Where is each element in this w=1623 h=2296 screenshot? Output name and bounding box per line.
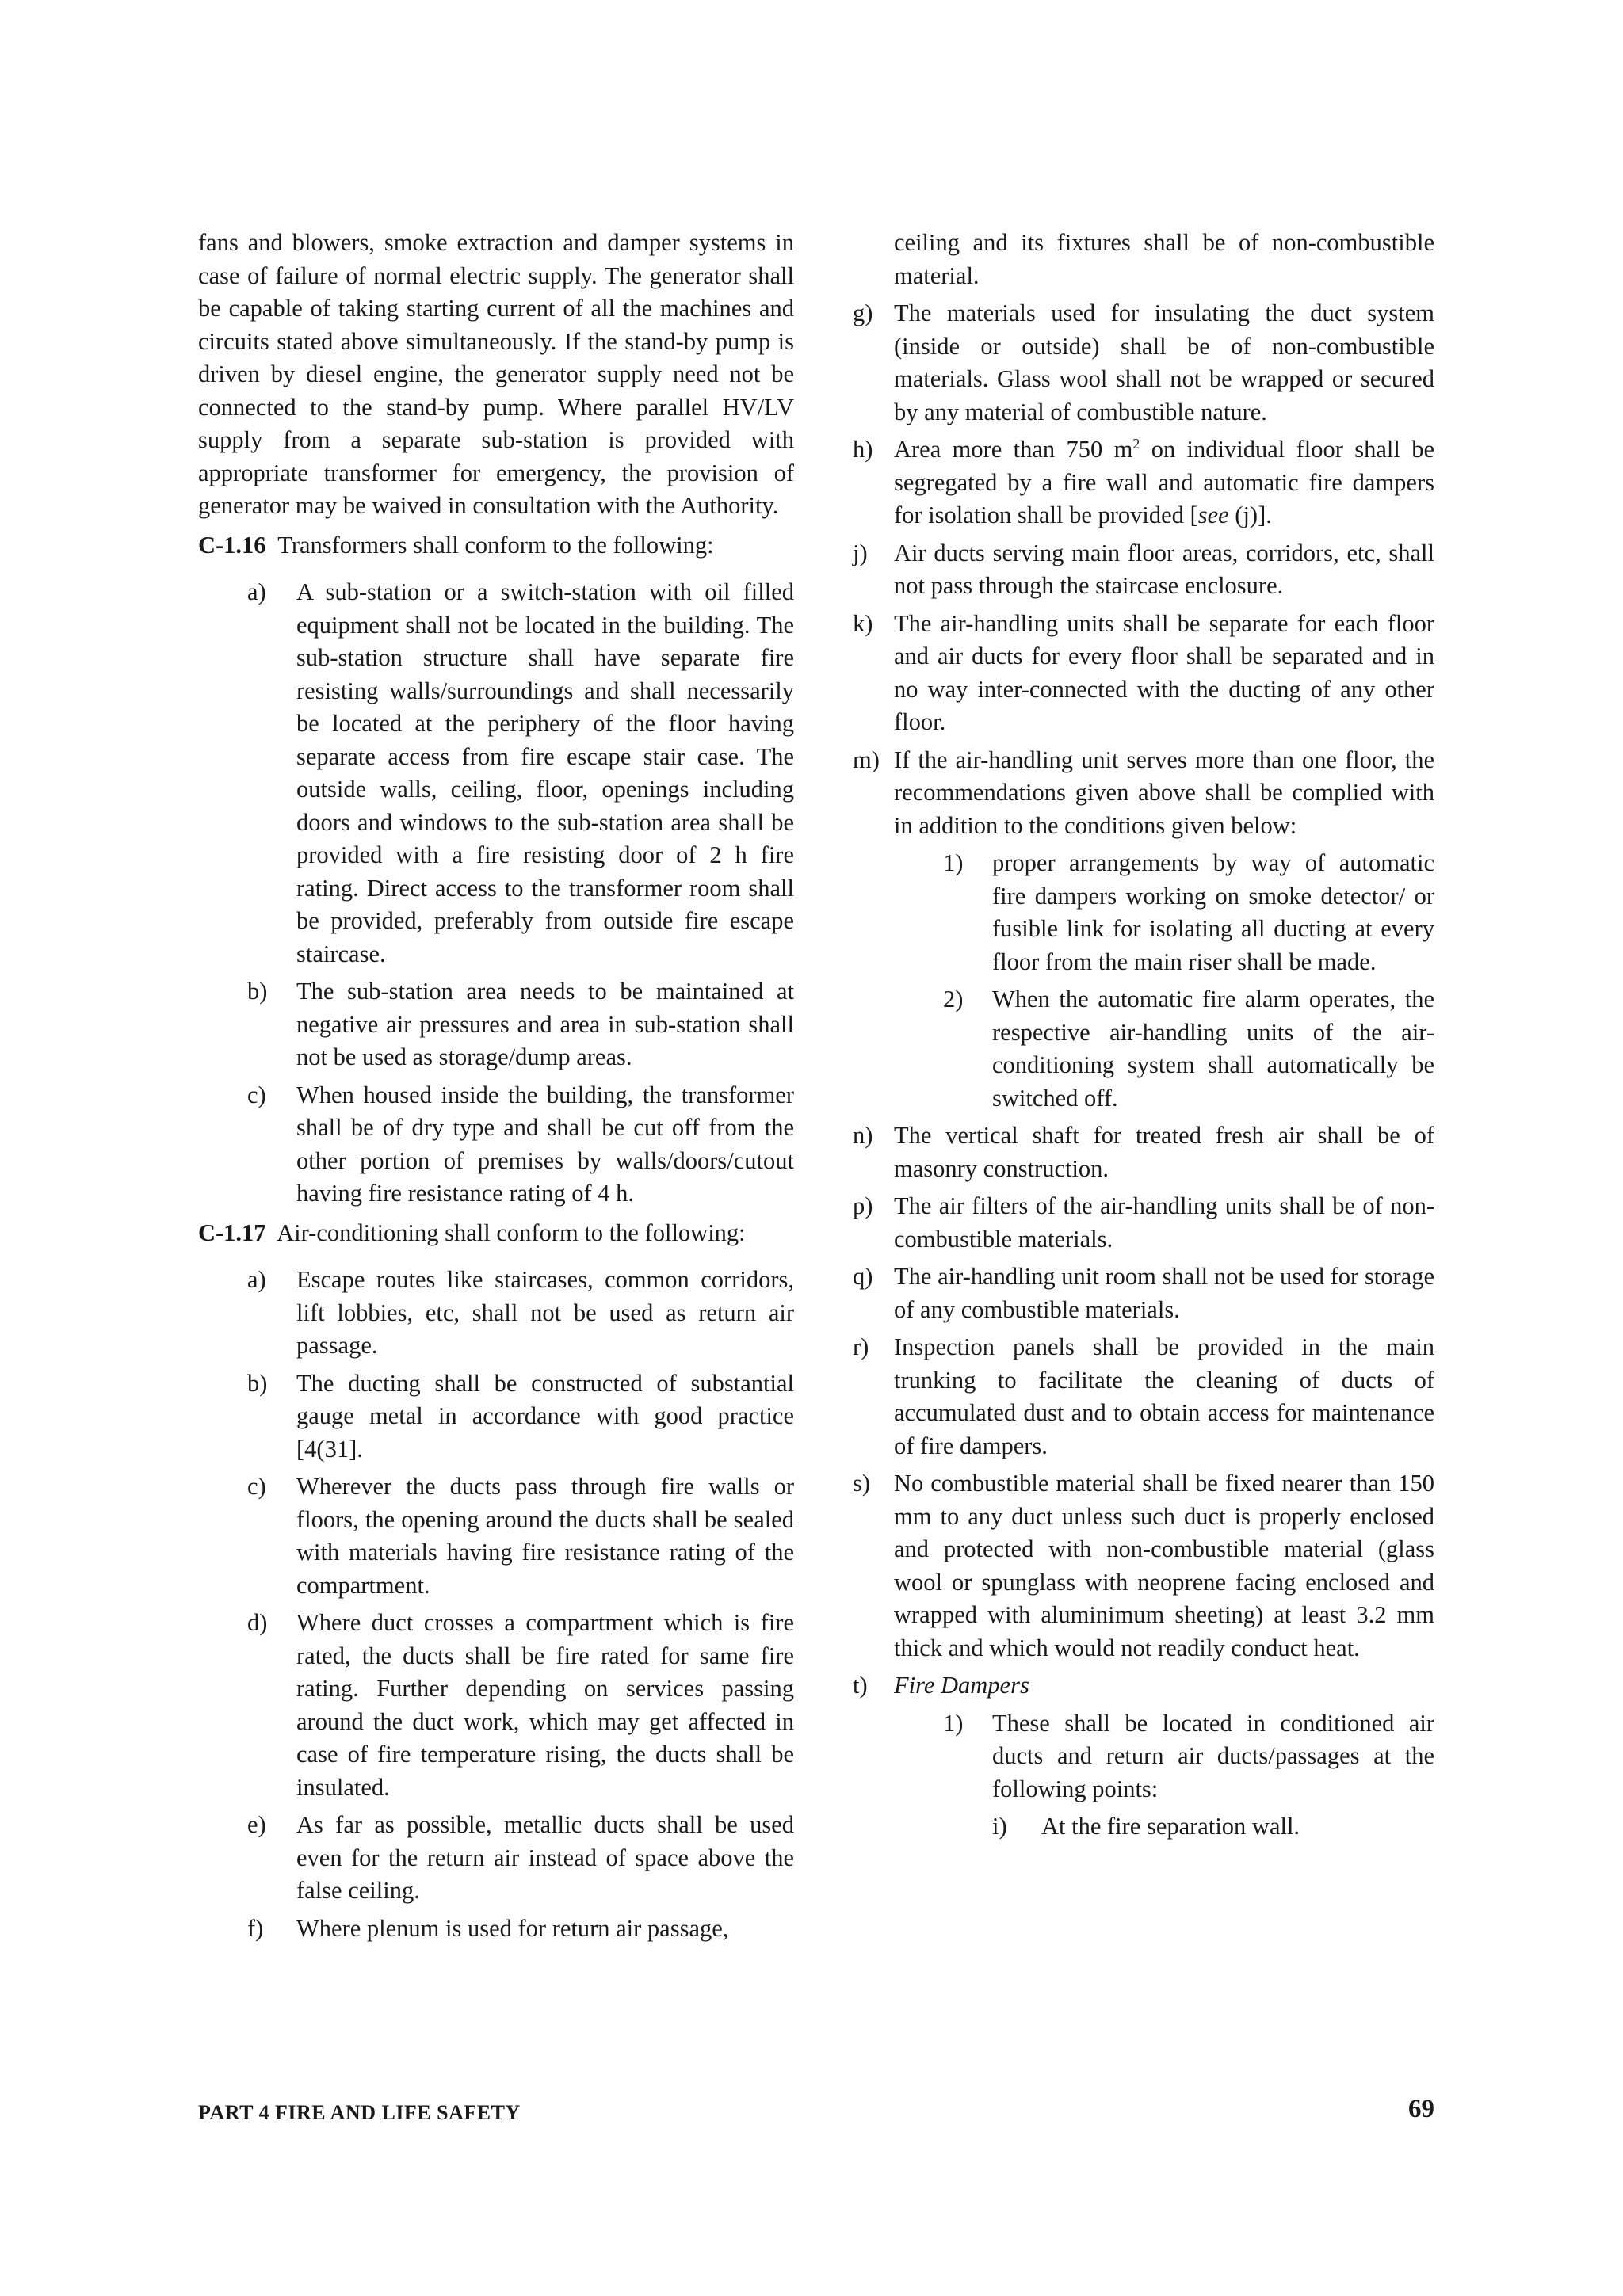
list-item — [247, 1809, 794, 1908]
item-text: The vertical shaft for treated fresh air shall be of masonry construction. — [894, 1122, 1434, 1182]
item-label: j) — [853, 539, 868, 566]
item-text: No combustible material shall be fixed nearer than 150 mm to any duct unless such duct is properly enclosed and protected with non-combustible material (glass wool or spunglass with neoprene facing enclosed and wrapped with aluminimum sheeting) at least 3.2 mm thick and which would not readily conduct heat. — [894, 1470, 1434, 1661]
item-label: a) — [247, 1266, 266, 1293]
list-item — [247, 1367, 794, 1466]
item-label: p) — [853, 1192, 873, 1219]
item-label: n) — [853, 1122, 873, 1149]
item-label: m) — [853, 746, 880, 773]
sub-item-text: When the automatic fire alarm operates, the respective air-handling units of the air-conditioning system shall automatically be switched off. — [992, 986, 1434, 1112]
list-item-n — [853, 1119, 1434, 1185]
item-text: The sub-station area needs to be maintained at negative air pressures and area in sub-station shall not be used as storage/dump areas. — [296, 978, 794, 1070]
list-item-j — [853, 537, 1434, 603]
item-label: q) — [853, 1263, 873, 1290]
sub-item-label: 1) — [943, 1709, 964, 1737]
intro-paragraph: fans and blowers, smoke extraction and damper systems in case of failure of normal electric supply. The generator shall be capable of taking starting current of all the machines and circuits stated above simultaneously. If the stand-by pump is driven by diesel engine, the generator supply need not be connected to the stand-by pump. Where parallel HV/LV supply from a separate sub-station is provided with appropriate transformer for emergency, the provision of generator may be waived in consultation with the Authority. — [198, 229, 794, 519]
right-column — [853, 227, 1434, 1848]
item-text: The air filters of the air-handling units shall be of non-combustible materials. — [894, 1192, 1434, 1253]
item-label: c) — [247, 1473, 266, 1500]
item-label: b) — [247, 1369, 268, 1397]
clause-number: C-1.16 — [198, 531, 266, 559]
list-item-s — [853, 1467, 1434, 1665]
item-text: The ducting shall be constructed of substantial gauge metal in accordance with good practice [4(31]. — [296, 1369, 794, 1463]
superscript: 2 — [1132, 435, 1140, 452]
item-text: A sub-station or a switch-station with oil filled equipment shall not be located in the building. The sub-station structure shall have separate fire resisting walls/surroundings and shall necessarily be located at the periphery of the floor having separate access from fire escape stair case. The outside walls, ceiling, floor, openings including doors and windows to the sub-station area shall be provided with a fire resisting door of 2 h fire rating. Direct access to the transformer room shall be provided, preferably from outside fire escape staircase. — [296, 578, 794, 967]
item-label: k) — [853, 609, 873, 637]
list-item-p — [853, 1190, 1434, 1256]
running-footer: PART 4 FIRE AND LIFE SAFETY — [198, 2101, 521, 2124]
item-label: h) — [853, 436, 873, 463]
sub-item — [943, 847, 1434, 978]
item-label: r) — [853, 1333, 869, 1360]
item-text: When housed inside the building, the transformer shall be of dry type and shall be cut off from the other portion of premises by walls/doors/cutout having fire resistance rating of 4 h. — [296, 1081, 794, 1207]
list-item — [247, 1913, 794, 1946]
item-text: As far as possible, metallic ducts shall be used even for the return air instead of space above the false ceiling. — [296, 1811, 794, 1904]
list-item-r — [853, 1331, 1434, 1463]
item-label: c) — [247, 1081, 266, 1108]
continuation-text: ceiling and its fixtures shall be of non-combustible material. — [894, 229, 1434, 289]
sub-item-text: proper arrangements by way of automatic fire dampers working on smoke detector/ or fusible link for isolating all ducting at every floor from the main riser shall be made. — [992, 849, 1434, 975]
item-label: g) — [853, 299, 873, 326]
sub-item-text: These shall be located in conditioned air ducts and return air ducts/passages at the following points: — [992, 1709, 1434, 1802]
item-label: s) — [853, 1470, 871, 1497]
list-item-m — [853, 744, 1434, 843]
sub-item-label: 1) — [943, 849, 964, 876]
list-item — [247, 975, 794, 1074]
item-label: e) — [247, 1811, 266, 1838]
sub-item — [943, 1707, 1434, 1806]
item-text: The materials used for insulating the duct system (inside or outside) shall be of non-combustible materials. Glass wool shall not be wrapped or secured by any material of combustible nature. — [894, 299, 1434, 425]
see-reference: see — [1197, 502, 1229, 528]
sub-item-label: 2) — [943, 986, 964, 1013]
clause-text: Transformers shall conform to the following: — [277, 531, 714, 559]
page-number: 69 — [1408, 2095, 1434, 2123]
item-label: b) — [247, 978, 268, 1005]
list-item — [247, 1607, 794, 1804]
left-column — [198, 227, 794, 1950]
item-heading: Fire Dampers — [894, 1672, 1029, 1699]
list-item-k — [853, 608, 1434, 739]
list-item-h — [853, 433, 1434, 532]
list-item — [247, 1079, 794, 1211]
item-text: Escape routes like staircases, common corridors, lift lobbies, etc, shall not be used as return air passage. — [296, 1266, 794, 1359]
item-text: Air ducts serving main floor areas, corridors, etc, shall not pass through the staircase enclosure. — [894, 539, 1434, 599]
item-text-pre: Area more than 750 m — [894, 436, 1133, 463]
item-label: d) — [247, 1609, 268, 1636]
item-text: Where duct crosses a compartment which is fire rated, the ducts shall be fire rated for same fire rating. Further depending on services passing around the duct work, which may get affected in case of fire temperature rising, the ducts shall be insulated. — [296, 1609, 794, 1801]
item-text — [894, 433, 1434, 532]
item-text: Where plenum is used for return air passage, — [296, 1914, 729, 1942]
item-label: t) — [853, 1672, 868, 1699]
clause-c-1-17 — [198, 1217, 794, 1250]
sub-sub-item — [992, 1810, 1434, 1844]
clause-c-1-16 — [198, 529, 794, 563]
list-item-g — [853, 297, 1434, 429]
list-item — [247, 576, 794, 971]
item-label: a) — [247, 578, 266, 605]
item-text: The air-handling units shall be separate for each floor and air ducts for every floor shall be separated and in no way inter-connected with the ducting of any other floor. — [894, 609, 1434, 735]
item-text: Inspection panels shall be provided in the main trunking to facilitate the cleaning of ducts of accumulated dust and to obtain access for maintenance of fire dampers. — [894, 1333, 1434, 1459]
list-item-q — [853, 1261, 1434, 1326]
item-text: If the air-handling unit serves more than one floor, the recommendations given above shall be complied with in addition to the conditions given below: — [894, 746, 1434, 839]
sub-item — [943, 983, 1434, 1115]
sub-sub-item-label: i) — [992, 1813, 1007, 1840]
list-item — [247, 1264, 794, 1363]
clause-number: C-1.17 — [198, 1219, 266, 1246]
clause-text: Air-conditioning shall conform to the following: — [277, 1219, 746, 1246]
sub-sub-item-text: At the fire separation wall. — [1041, 1813, 1300, 1840]
item-text: The air-handling unit room shall not be used for storage of any combustible materials. — [894, 1263, 1434, 1323]
item-label: f) — [247, 1914, 264, 1942]
item-text-post: on individual floor shall be segregated by a fire wall and automatic fire dampers for isolation shall be provided [ — [894, 436, 1434, 528]
item-text: Wherever the ducts pass through fire walls or floors, the opening around the ducts shall be sealed with materials having fire resistance rating of the compartment. — [296, 1473, 794, 1599]
list-item — [247, 1470, 794, 1602]
list-item-t — [853, 1669, 1434, 1703]
item-text-tail: (j)]. — [1228, 502, 1272, 528]
